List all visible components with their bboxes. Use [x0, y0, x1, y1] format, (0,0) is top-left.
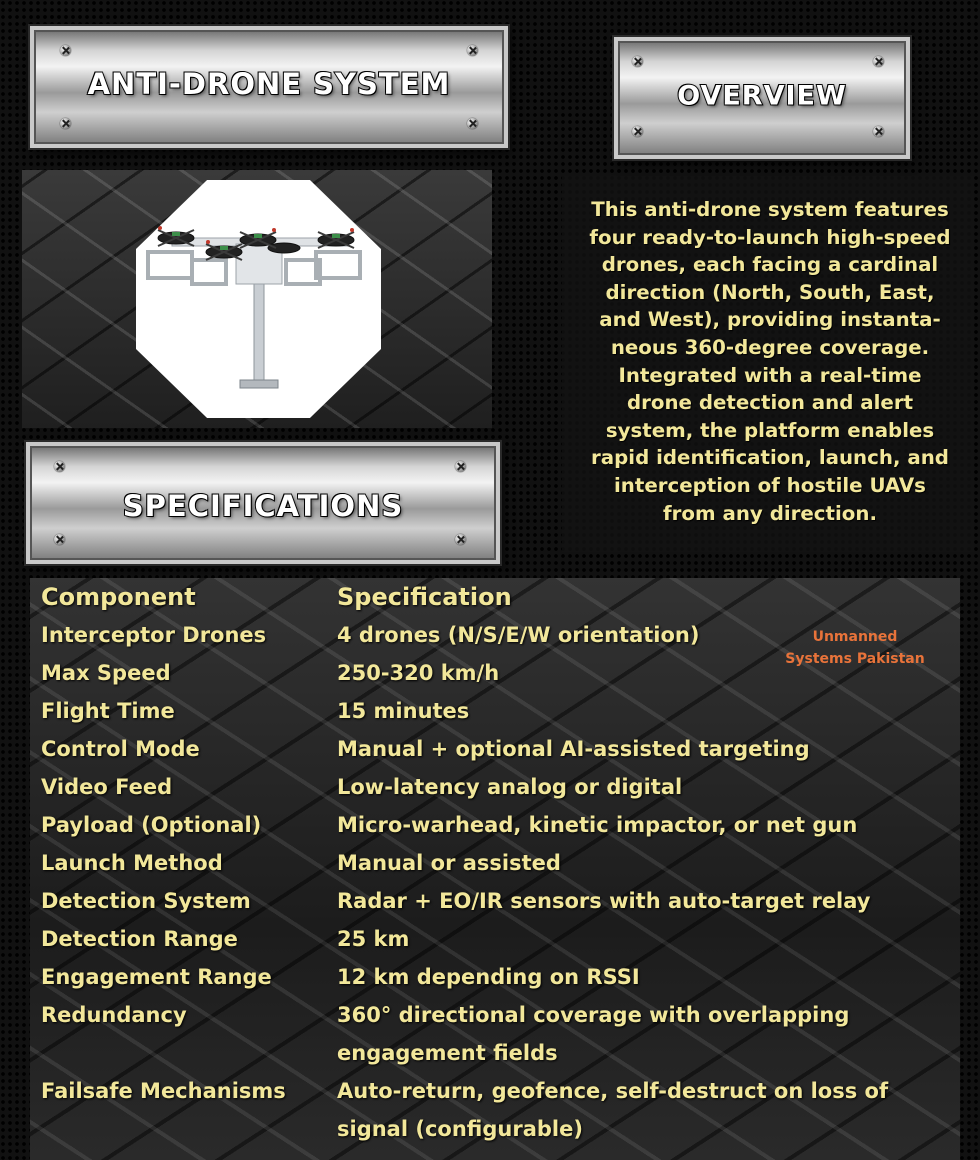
- specification-cell: engagement fields: [337, 1041, 558, 1065]
- component-cell: Max Speed: [41, 661, 171, 685]
- screw-icon: [54, 534, 65, 545]
- specification-cell: Manual + optional AI-assisted targeting: [337, 737, 810, 761]
- overview-line: drone detection and alert: [626, 391, 914, 415]
- specification-cell: Micro-warhead, kinetic impactor, or net gun: [337, 813, 858, 837]
- specification-cell: 4 drones (N/S/E/W orientation): [337, 623, 700, 647]
- screw-icon: [632, 56, 643, 67]
- specifications-plate: [26, 442, 500, 564]
- drone-launcher-icon: [136, 180, 381, 418]
- screw-icon: [467, 45, 478, 56]
- component-cell: Failsafe Mechanisms: [41, 1079, 286, 1103]
- screw-icon: [60, 118, 71, 129]
- specification-cell: 12 km depending on RSSI: [337, 965, 640, 989]
- component-cell: Control Mode: [41, 737, 200, 761]
- component-cell: Detection Range: [41, 927, 238, 951]
- screw-icon: [632, 126, 643, 137]
- drone-launcher-photo: [136, 180, 381, 418]
- overview-line: system, the platform enables: [605, 418, 935, 442]
- specification-cell: Radar + EO/IR sensors with auto-target relay: [337, 889, 871, 913]
- overview-text: [566, 196, 974, 527]
- watermark: [770, 626, 940, 670]
- component-cell: Interceptor Drones: [41, 623, 267, 647]
- title-plate: [30, 26, 508, 148]
- specification-cell: Auto-return, geofence, self-destruct on loss of: [337, 1079, 889, 1103]
- specification-cell: signal (configurable): [337, 1117, 583, 1141]
- screw-icon: [60, 45, 71, 56]
- screw-icon: [467, 118, 478, 129]
- specification-cell: Low-latency analog or digital: [337, 775, 683, 799]
- specification-cell: Manual or assisted: [337, 851, 561, 875]
- screw-icon: [455, 534, 466, 545]
- specification-cell: 25 km: [337, 927, 410, 951]
- overview-line: Integrated with a real-time: [618, 363, 922, 387]
- screw-icon: [873, 56, 884, 67]
- component-cell: Detection System: [41, 889, 251, 913]
- overview-line: and West), providing instanta-: [599, 308, 941, 332]
- overview-line: from any direction.: [663, 501, 877, 525]
- component-cell: Flight Time: [41, 699, 175, 723]
- watermark-line: Unmanned: [812, 629, 898, 645]
- specification-cell: 360° directional coverage with overlapping: [337, 1003, 850, 1027]
- overview-title: OVERVIEW: [677, 80, 847, 112]
- component-cell: Redundancy: [41, 1003, 187, 1027]
- screw-icon: [455, 461, 466, 472]
- overview-line: This anti-drone system features: [591, 198, 949, 221]
- watermark-line: Systems Pakistan: [785, 651, 925, 667]
- overview-section: [562, 176, 974, 552]
- component-cell: Video Feed: [41, 775, 173, 799]
- column-header-specification: Specification: [337, 583, 512, 611]
- page-title: ANTI-DRONE SYSTEM: [87, 67, 451, 101]
- overview-line: rapid identification, launch, and: [591, 446, 949, 470]
- specification-cell: 15 minutes: [337, 699, 470, 723]
- overview-line: neous 360-degree coverage.: [610, 335, 930, 359]
- overview-plate: [614, 37, 910, 159]
- specifications-title: SPECIFICATIONS: [122, 489, 404, 523]
- overview-line: four ready-to-launch high-speed: [589, 225, 951, 249]
- component-cell: Engagement Range: [41, 965, 272, 989]
- specification-cell: 250-320 km/h: [337, 661, 500, 685]
- component-cell: Launch Method: [41, 851, 223, 875]
- overview-line: interception of hostile UAVs: [614, 473, 926, 497]
- screw-icon: [873, 126, 884, 137]
- column-header-component: Component: [41, 583, 196, 611]
- overview-line: direction (North, South, East,: [605, 280, 935, 304]
- component-cell: Payload (Optional): [41, 813, 262, 837]
- screw-icon: [54, 461, 65, 472]
- overview-line: drones, each facing a cardinal: [601, 253, 939, 277]
